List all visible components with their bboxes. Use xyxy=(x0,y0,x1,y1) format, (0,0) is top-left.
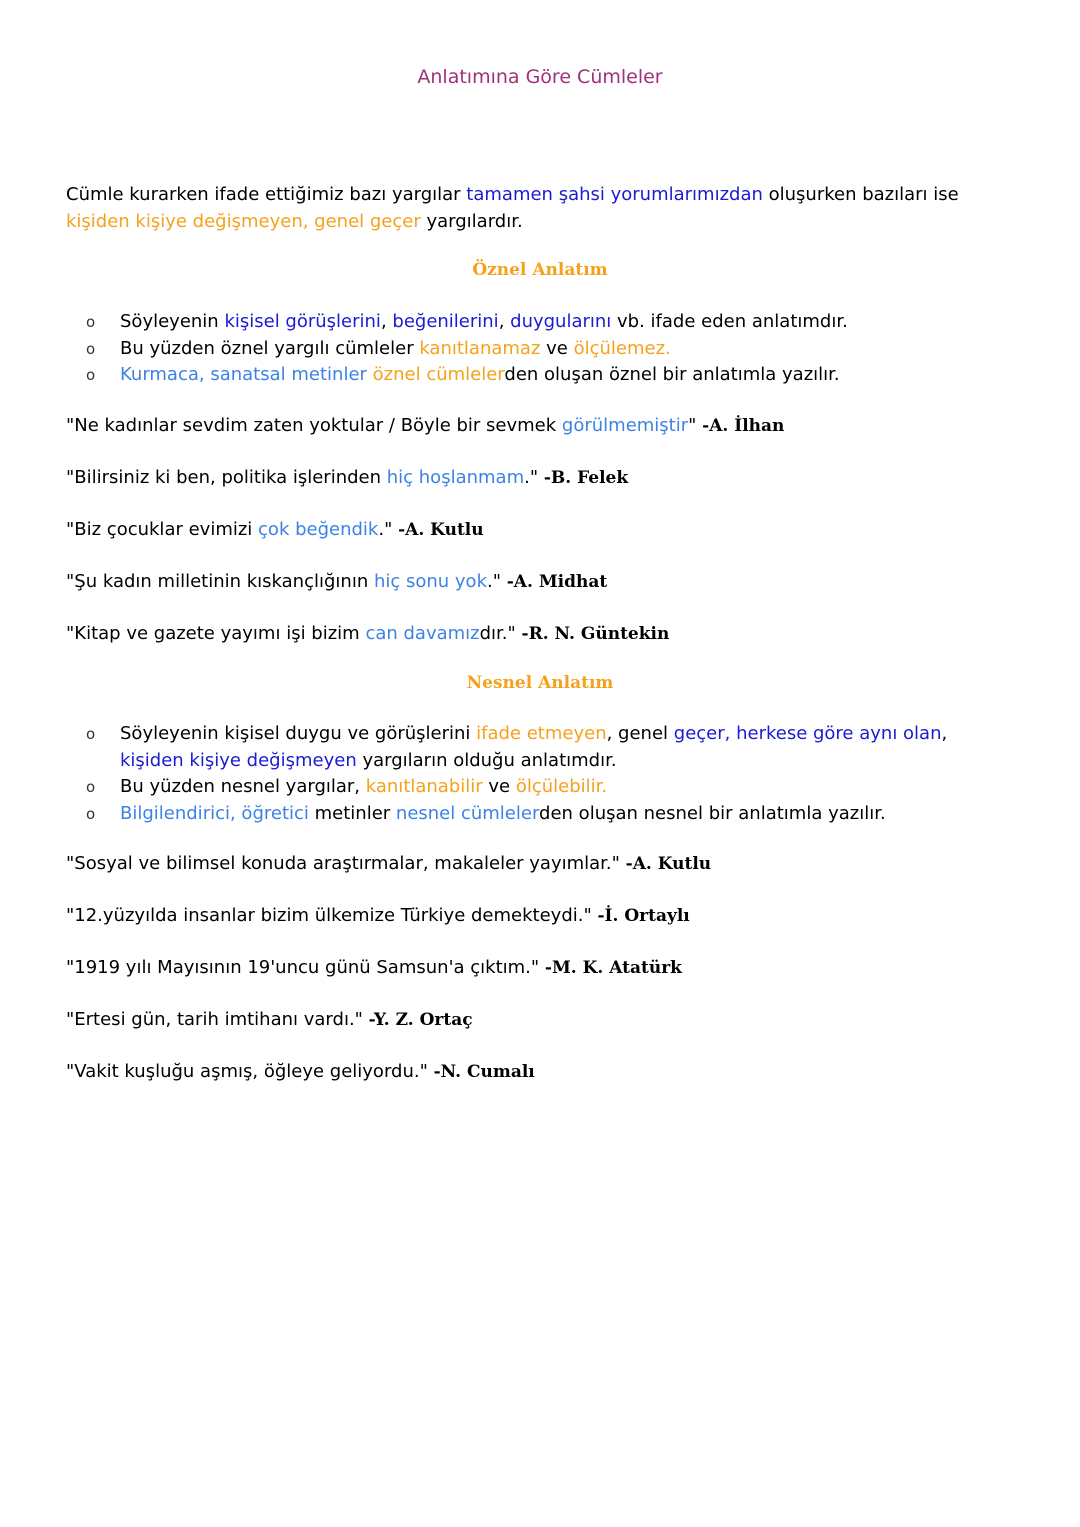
text-run: "Sosyal ve bilimsel konuda araştırmalar, makaleler yayımlar." xyxy=(66,853,626,874)
text-run: ve xyxy=(482,776,516,797)
highlighted-text: kişisel görüşlerini xyxy=(224,311,381,332)
text-run: , xyxy=(380,311,393,332)
highlighted-text: beğenilerini xyxy=(392,311,499,332)
text-run: ." xyxy=(378,519,399,540)
highlighted-text: Bilgilendirici, öğretici xyxy=(120,802,309,824)
highlighted-text: çok beğendik xyxy=(258,519,379,540)
text-run: Bu yüzden nesnel yargılar, xyxy=(120,776,366,797)
quote-line xyxy=(66,465,1026,491)
highlighted-text: hiç sonu yok xyxy=(373,571,487,592)
quote-line xyxy=(66,413,1026,439)
quote-author: -A. Midhat xyxy=(506,572,608,592)
text-run: "12.yüzyılda insanlar bizim ülkemize Türkiye demekteydi." xyxy=(66,905,598,926)
highlighted-text: kanıtlanabilir xyxy=(365,776,483,797)
bullet-item xyxy=(0,774,1080,801)
quote-author: -Y. Z. Ortaç xyxy=(368,1010,473,1030)
bullet-marker-icon: o xyxy=(86,778,96,796)
text-run: , genel xyxy=(606,723,674,744)
text-run: , xyxy=(498,311,511,332)
nesnel-heading: Nesnel Anlatım xyxy=(466,673,614,693)
quote-author: -R. N. Güntekin xyxy=(521,624,670,644)
text-run: "Vakit kuşluğu aşmış, öğleye geliyordu." xyxy=(66,1061,434,1082)
quote-line xyxy=(66,1059,1026,1085)
highlighted-text: ölçülemez. xyxy=(573,337,671,359)
text-run: yargıların olduğu anlatımdır. xyxy=(356,749,617,771)
text-run: dır." xyxy=(479,623,522,644)
text-run: ." xyxy=(524,467,544,488)
text-run: "Ne kadınlar sevdim zaten yoktular / Böyle bir sevmek xyxy=(66,415,562,436)
highlighted-text: ifade etmeyen xyxy=(476,723,607,744)
text-run: den oluşan öznel bir anlatımla yazılır. xyxy=(504,364,840,385)
bullet-item xyxy=(0,309,1080,336)
text-run: "1919 yılı Mayısının 19'uncu günü Samsun'a çıktım." xyxy=(66,957,545,978)
text-run: "Kitap ve gazete yayımı işi bizim xyxy=(66,623,366,644)
quote-author: -A. Kutlu xyxy=(398,520,484,540)
text-run: "Şu kadın milletinin kıskançlığının xyxy=(66,571,374,592)
nesnel-bullet-list xyxy=(0,721,1080,827)
highlighted-text: kişiden kişiye değişmeyen, genel geçer xyxy=(66,211,421,232)
text-run: oluşurken bazıları ise xyxy=(762,184,959,205)
bullet-marker-icon: o xyxy=(86,339,96,358)
text-run: , xyxy=(941,723,948,744)
bullet-item xyxy=(0,721,1080,774)
quote-author: -N. Cumalı xyxy=(433,1062,535,1082)
quote-author: -M. K. Atatürk xyxy=(544,958,682,978)
bullet-marker-icon: o xyxy=(86,366,96,384)
highlighted-text: Kurmaca, sanatsal metinler xyxy=(120,364,367,385)
text-run: ." xyxy=(487,571,507,592)
text-run: Bu yüzden öznel yargılı cümleler xyxy=(120,337,420,359)
text-run: "Biz çocuklar evimizi xyxy=(66,519,259,540)
text-run: metinler xyxy=(308,802,396,824)
quote-line xyxy=(66,851,1026,877)
quote-author: -İ. Ortaylı xyxy=(597,906,690,926)
oznel-bullet-list xyxy=(0,309,1080,389)
bullet-marker-icon: o xyxy=(86,725,96,743)
quote-line xyxy=(66,955,1026,981)
text-run: Söyleyenin kişisel duygu ve görüşlerini xyxy=(120,723,477,744)
highlighted-text: hiç hoşlanmam xyxy=(386,467,525,488)
text-run: "Bilirsiniz ki ben, politika işlerinden xyxy=(66,467,387,488)
highlighted-text: görülmemiştir xyxy=(561,415,689,436)
text-run: " xyxy=(688,415,703,436)
quote-line xyxy=(66,1007,1026,1033)
highlighted-text: ölçülebilir. xyxy=(515,776,608,797)
text-run: den oluşan nesnel bir anlatımla yazılır. xyxy=(539,802,886,824)
bullet-item xyxy=(0,336,1080,363)
highlighted-text: tamamen şahsi yorumlarımızdan xyxy=(466,184,763,205)
text-run: yargılardır. xyxy=(420,211,523,232)
oznel-heading: Öznel Anlatım xyxy=(472,260,608,280)
bullet-item xyxy=(0,801,1080,828)
highlighted-text: kanıtlanamaz xyxy=(419,337,541,359)
quote-author: -A. İlhan xyxy=(702,416,785,436)
quote-author: -A. Kutlu xyxy=(625,854,712,874)
highlighted-text: nesnel cümleler xyxy=(395,802,540,824)
quote-line xyxy=(66,569,1026,595)
highlighted-text: öznel cümleler xyxy=(372,364,505,385)
quote-author: -B. Felek xyxy=(543,468,629,488)
highlighted-text: can davamız xyxy=(365,623,480,644)
bullet-marker-icon: o xyxy=(86,804,96,823)
text-run: Söyleyenin xyxy=(120,311,225,332)
quote-line xyxy=(66,621,1026,647)
text-run: vb. ifade eden anlatımdır. xyxy=(611,311,848,332)
text-run: "Ertesi gün, tarih imtihanı vardı." xyxy=(66,1009,369,1030)
bullet-marker-icon: o xyxy=(86,313,96,331)
highlighted-text: kişiden kişiye değişmeyen xyxy=(120,749,357,771)
quote-line xyxy=(66,903,1026,929)
bullet-item xyxy=(0,362,1080,389)
highlighted-text: duygularını xyxy=(510,311,612,332)
text-run: ve xyxy=(540,337,574,359)
intro-paragraph xyxy=(66,181,1026,235)
quote-line xyxy=(66,517,1026,543)
highlighted-text: geçer, herkese göre aynı olan xyxy=(673,723,942,744)
text-run: Cümle kurarken ifade ettiğimiz bazı yargılar xyxy=(66,184,467,205)
page-title: Anlatımına Göre Cümleler xyxy=(417,66,663,88)
